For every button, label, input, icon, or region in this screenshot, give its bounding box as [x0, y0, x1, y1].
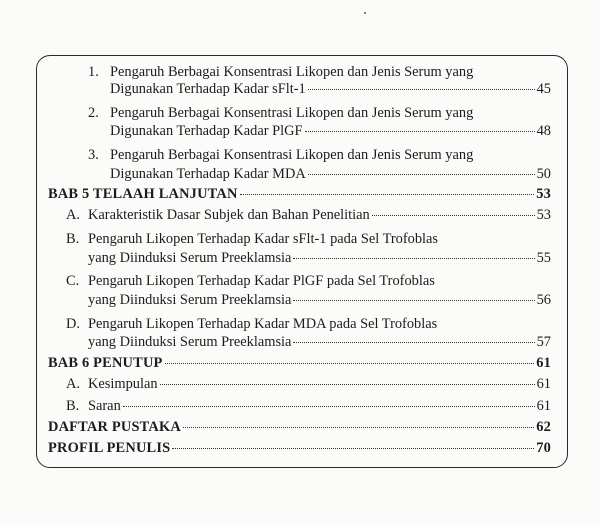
entry-text: Saran	[88, 398, 121, 414]
dot-leader	[172, 447, 534, 449]
page-number: 61	[536, 398, 551, 414]
entry-letter: C.	[66, 273, 80, 289]
entry-text: Pengaruh Berbagai Konsentrasi Likopen dan Jenis Serum yang	[110, 64, 474, 80]
toc-bab6-a[interactable]	[66, 374, 551, 394]
toc-entry-3-line1	[88, 145, 473, 165]
toc-bab-6[interactable]	[48, 353, 551, 373]
toc-entry-1[interactable]	[110, 79, 551, 99]
toc-bab5-a[interactable]	[66, 205, 551, 225]
chapter-title: PROFIL PENULIS	[48, 440, 171, 456]
toc-bab6-b[interactable]	[66, 396, 551, 416]
toc-profil-penulis[interactable]	[48, 438, 551, 458]
dot-leader	[308, 88, 535, 90]
entry-text: Pengaruh Likopen Terhadap Kadar MDA pada Sel Trofoblas	[88, 316, 438, 332]
dot-leader	[293, 299, 534, 301]
entry-text: yang Diinduksi Serum Preeklamsia	[88, 250, 292, 266]
page-number: 70	[536, 440, 551, 456]
page-number: 48	[536, 123, 551, 139]
entry-text: Digunakan Terhadap Kadar MDA	[110, 166, 306, 182]
entry-text: Kesimpulan	[88, 376, 158, 392]
entry-number: 3.	[88, 147, 99, 163]
entry-letter: B.	[66, 398, 80, 414]
page-number: 55	[536, 250, 551, 266]
entry-text: Pengaruh Likopen Terhadap Kadar sFlt-1 pada Sel Trofoblas	[88, 231, 439, 247]
scan-speck	[364, 12, 366, 14]
toc-bab5-b[interactable]	[88, 248, 551, 268]
entry-text: yang Diinduksi Serum Preeklamsia	[88, 334, 292, 350]
dot-leader	[305, 130, 535, 132]
entry-text: Digunakan Terhadap Kadar sFlt-1	[110, 81, 306, 97]
chapter-title: DAFTAR PUSTAKA	[48, 419, 181, 435]
entry-text: Digunakan Terhadap Kadar PlGF	[110, 123, 303, 139]
entry-number: 2.	[88, 105, 99, 121]
entry-text: Pengaruh Berbagai Konsentrasi Likopen dan Jenis Serum yang	[110, 105, 474, 121]
dot-leader	[240, 193, 535, 195]
page-number: 61	[536, 355, 551, 371]
page-number: 56	[536, 292, 551, 308]
entry-letter: A.	[66, 376, 80, 392]
dot-leader	[165, 362, 535, 364]
page-number: 53	[536, 186, 551, 202]
entry-text: Karakteristik Dasar Subjek dan Bahan Penelitian	[88, 207, 370, 223]
dot-leader	[372, 214, 535, 216]
toc-bab5-c-line1	[66, 271, 435, 291]
entry-letter: D.	[66, 316, 80, 332]
entry-text: yang Diinduksi Serum Preeklamsia	[88, 292, 292, 308]
dot-leader	[160, 383, 535, 385]
entry-letter: B.	[66, 231, 80, 247]
toc-entry-2-line1	[88, 103, 473, 123]
toc-bab-5[interactable]	[48, 184, 551, 204]
toc-entry-3[interactable]	[110, 164, 551, 184]
page-number: 50	[536, 166, 551, 182]
dot-leader	[293, 341, 534, 343]
entry-text: Pengaruh Berbagai Konsentrasi Likopen dan Jenis Serum yang	[110, 147, 474, 163]
page-number: 57	[536, 334, 551, 350]
toc-bab5-d[interactable]	[88, 332, 551, 352]
entry-text: Pengaruh Likopen Terhadap Kadar PlGF pada Sel Trofoblas	[88, 273, 435, 289]
entry-letter: A.	[66, 207, 80, 223]
toc-bab5-d-line1	[66, 314, 437, 334]
toc-bab5-c[interactable]	[88, 290, 551, 310]
dot-leader	[293, 257, 534, 259]
page-number: 61	[536, 376, 551, 392]
toc-daftar-pustaka[interactable]	[48, 417, 551, 437]
dot-leader	[183, 426, 534, 428]
entry-number: 1.	[88, 64, 99, 80]
page-number: 45	[536, 81, 551, 97]
page-number: 62	[536, 419, 551, 435]
page-number: 53	[536, 207, 551, 223]
chapter-title: BAB 5 TELAAH LANJUTAN	[48, 186, 238, 202]
dot-leader	[123, 405, 535, 407]
toc-bab5-b-line1	[66, 229, 438, 249]
dot-leader	[308, 173, 535, 175]
toc-entry-2[interactable]	[110, 121, 551, 141]
chapter-title: BAB 6 PENUTUP	[48, 355, 163, 371]
